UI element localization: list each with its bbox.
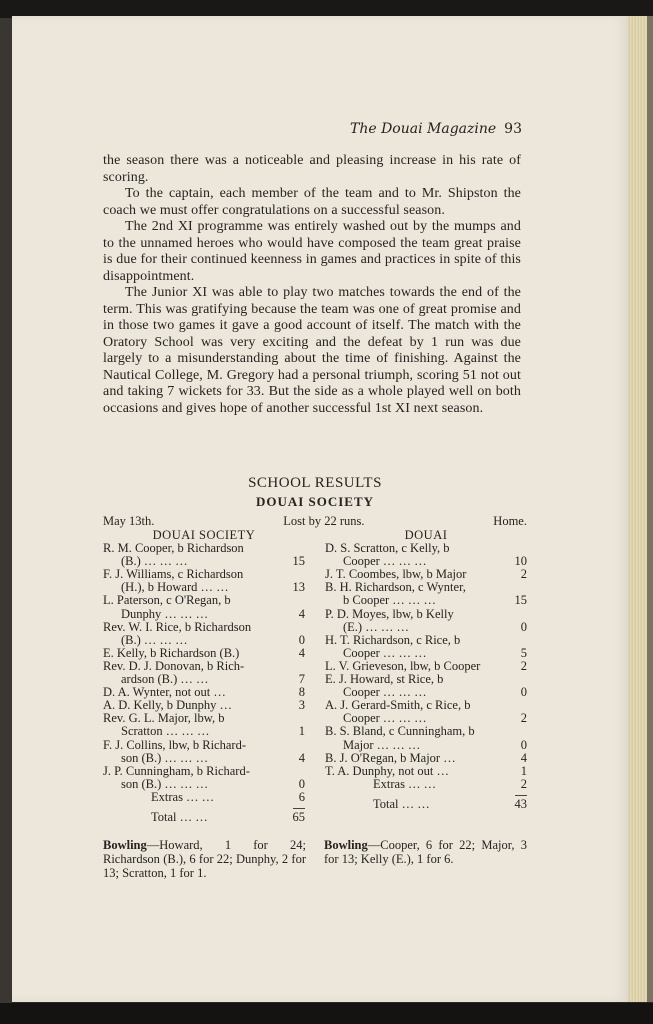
extras-label: Extras … …	[373, 776, 437, 791]
batsman-entry: B. H. Richardson, c Wynter,	[325, 580, 466, 595]
batsman-entry: son (B.) … … …	[121, 750, 209, 765]
total-rule	[515, 795, 527, 796]
batting-row	[103, 739, 305, 752]
batsman-entry: (B.) … … …	[121, 632, 188, 647]
batting-row	[325, 752, 527, 765]
batting-row	[325, 725, 527, 738]
runs-scored: 4	[298, 750, 305, 765]
bowling-text: —Cooper, 6 for 22; Major, 3 for 13; Kelly (E.), 1 for 6.	[324, 838, 527, 867]
journal-title: The Douai Magazine	[349, 121, 497, 137]
running-header	[350, 121, 522, 137]
runs-scored	[505, 634, 527, 647]
runs-scored: 2	[520, 711, 527, 726]
batsman-entry: L. V. Grieveson, lbw, b Cooper	[325, 658, 481, 673]
scorecard-left	[103, 529, 305, 824]
batsman-entry: Rev. W. I. Rice, b Richardson	[103, 619, 252, 634]
batsman-entry: Cooper … … …	[343, 645, 427, 660]
batsman-entry: Scratton … … …	[121, 724, 210, 739]
runs-scored	[283, 621, 305, 634]
runs-scored: 0	[298, 776, 305, 791]
bowling-label: Bowling	[103, 838, 147, 853]
batting-row	[325, 739, 527, 752]
batting-row	[325, 608, 527, 621]
batsman-entry: H. T. Richardson, c Rice, b	[325, 632, 461, 647]
extras-row	[325, 778, 527, 791]
total-row	[103, 811, 305, 824]
scan-bottom-band	[0, 1003, 653, 1024]
batsman-entry: P. D. Moyes, lbw, b Kelly	[325, 606, 454, 621]
batsman-entry: Cooper … … …	[343, 685, 427, 700]
page-fore-edge	[627, 16, 653, 1002]
batsman-entry: (H.), b Howard … …	[121, 580, 229, 595]
batsman-entry: (B.) … … …	[121, 554, 188, 569]
batsman-entry: B. J. O'Regan, b Major …	[325, 750, 456, 765]
total-value: 43	[514, 796, 527, 811]
extras-row	[103, 791, 305, 804]
batting-row	[103, 621, 305, 634]
extras-value: 6	[298, 789, 305, 804]
total-rule	[293, 808, 305, 809]
batsman-entry: Cooper … … …	[343, 554, 427, 569]
runs-scored: 4	[298, 606, 305, 621]
batting-row	[103, 778, 305, 791]
scorecard-left-rows	[103, 542, 305, 791]
batsman-entry: B. S. Bland, c Cunningham, b	[325, 724, 475, 739]
paragraph-1: the season there was a noticeable and pleasing increase in his rate of scoring.	[103, 153, 521, 185]
runs-scored: 8	[298, 685, 305, 700]
runs-scored: 15	[292, 554, 305, 569]
page-number: 93	[504, 121, 522, 137]
total-label: Total … …	[373, 796, 430, 811]
batting-row	[325, 647, 527, 660]
batsman-entry: ardson (B.) … …	[121, 672, 209, 687]
batsman-entry: F. J. Collins, lbw, b Richard-	[103, 737, 246, 752]
school-results	[103, 475, 527, 880]
extras-value: 2	[520, 776, 527, 791]
batting-row	[325, 594, 527, 607]
bowling-label: Bowling	[324, 838, 368, 853]
book-spine-edge	[0, 18, 12, 1003]
scorecard-right-heading: DOUAI	[404, 528, 448, 542]
batsman-entry: Rev. G. L. Major, lbw, b	[103, 711, 225, 726]
match-info	[103, 514, 527, 529]
scorecards	[103, 529, 527, 824]
runs-scored: 1	[298, 724, 305, 739]
match-outcome: Lost by 22 runs.	[283, 514, 365, 528]
batting-row	[103, 752, 305, 765]
batsman-entry: (E.) … … …	[343, 619, 409, 634]
bowling-right	[324, 838, 527, 880]
batting-row	[103, 634, 305, 647]
batsman-entry: J. T. Coombes, lbw, b Major	[325, 567, 467, 582]
batsman-entry: R. M. Cooper, b Richardson	[103, 541, 244, 556]
scorecard-right-rows	[325, 542, 527, 778]
runs-scored: 2	[520, 567, 527, 582]
results-title: SCHOOL RESULTS	[248, 475, 382, 491]
match-venue: Home.	[493, 514, 527, 528]
runs-scored: 0	[520, 619, 527, 634]
batsman-entry: D. A. Wynter, not out …	[103, 685, 226, 700]
runs-scored: 4	[298, 645, 305, 660]
batsman-entry: Dunphy … … …	[121, 606, 209, 621]
paragraph-4: The Junior XI was able to play two matches towards the end of the term. This was gratifying because the team was one of great promise and in those two games it gave a good account of itself. The match with the Oratory School was very exciting and the defeat by 1 run was due largely to a misunderstanding about the time of finishing. Against the Nautical College, M. Gregory had a personal triumph, scoring 51 not out and taking 7 wickets for 33. But the side as a whole played well on both occasions and gives hope of another successful 1st XI next season.	[103, 285, 521, 416]
batsman-entry: F. J. Williams, c Richardson	[103, 567, 244, 582]
extras-label: Extras … …	[151, 789, 215, 804]
batsman-entry: E. Kelly, b Richardson (B.)	[103, 645, 240, 660]
runs-scored: 0	[298, 632, 305, 647]
paragraph-2: To the captain, each member of the team and to Mr. Shipston the coach we must offer congratulations on a successful season.	[103, 186, 521, 218]
runs-scored	[505, 725, 527, 738]
batting-row	[103, 725, 305, 738]
batsman-entry: E. J. Howard, st Rice, b	[325, 672, 444, 687]
runs-scored: 15	[514, 593, 527, 608]
batsman-entry: J. P. Cunningham, b Richard-	[103, 763, 250, 778]
bowling-text: —Howard, 1 for 24; Richardson (B.), 6 for 22; Dunphy, 2 for 13; Scratton, 1 for 1.	[103, 838, 306, 881]
batsman-entry: T. A. Dunphy, not out …	[325, 763, 449, 778]
total-label: Total … …	[151, 809, 208, 824]
runs-scored	[505, 608, 527, 621]
batsman-entry: Cooper … … …	[343, 711, 427, 726]
batting-row	[103, 647, 305, 660]
bowling-figures	[103, 838, 527, 880]
match-date: May 13th.	[103, 514, 155, 528]
runs-scored: 7	[298, 672, 305, 687]
runs-scored	[283, 739, 305, 752]
runs-scored: 4	[520, 750, 527, 765]
total-row	[325, 798, 527, 811]
batting-row	[325, 621, 527, 634]
runs-scored: 0	[520, 685, 527, 700]
runs-scored: 3	[298, 698, 305, 713]
batsman-entry: son (B.) … … …	[121, 776, 209, 791]
batting-row	[325, 765, 527, 778]
batsman-entry: Rev. D. J. Donovan, b Rich-	[103, 658, 245, 673]
paragraph-3: The 2nd XI programme was entirely washed out by the mumps and to the unnamed heroes who would have composed the team great praise is due for their continued keenness in games and practices in spite of this disappointment.	[103, 219, 521, 284]
batting-row	[325, 634, 527, 647]
scorecard-right	[325, 529, 527, 824]
batting-row	[103, 608, 305, 621]
total-value: 65	[292, 809, 305, 824]
batsman-entry: D. S. Scratton, c Kelly, b	[325, 541, 450, 556]
article-body	[103, 153, 521, 417]
results-opponent: DOUAI SOCIETY	[255, 494, 375, 509]
batsman-entry: Major … … …	[343, 737, 421, 752]
batsman-entry: L. Paterson, c O'Regan, b	[103, 593, 231, 608]
scorecard-left-heading: DOUAI SOCIETY	[152, 528, 256, 542]
runs-scored	[283, 765, 305, 778]
batting-row	[103, 594, 305, 607]
runs-scored: 1	[520, 763, 527, 778]
batsman-entry: A. D. Kelly, b Dunphy …	[103, 698, 233, 713]
batsman-entry: A. J. Gerard-Smith, c Rice, b	[325, 698, 471, 713]
batting-row	[103, 765, 305, 778]
runs-scored: 5	[520, 645, 527, 660]
batsman-entry: b Cooper … … …	[343, 593, 437, 608]
runs-scored: 13	[292, 580, 305, 595]
runs-scored: 0	[520, 737, 527, 752]
runs-scored: 2	[520, 658, 527, 673]
runs-scored: 10	[514, 554, 527, 569]
runs-scored	[283, 594, 305, 607]
bowling-left	[103, 838, 306, 880]
